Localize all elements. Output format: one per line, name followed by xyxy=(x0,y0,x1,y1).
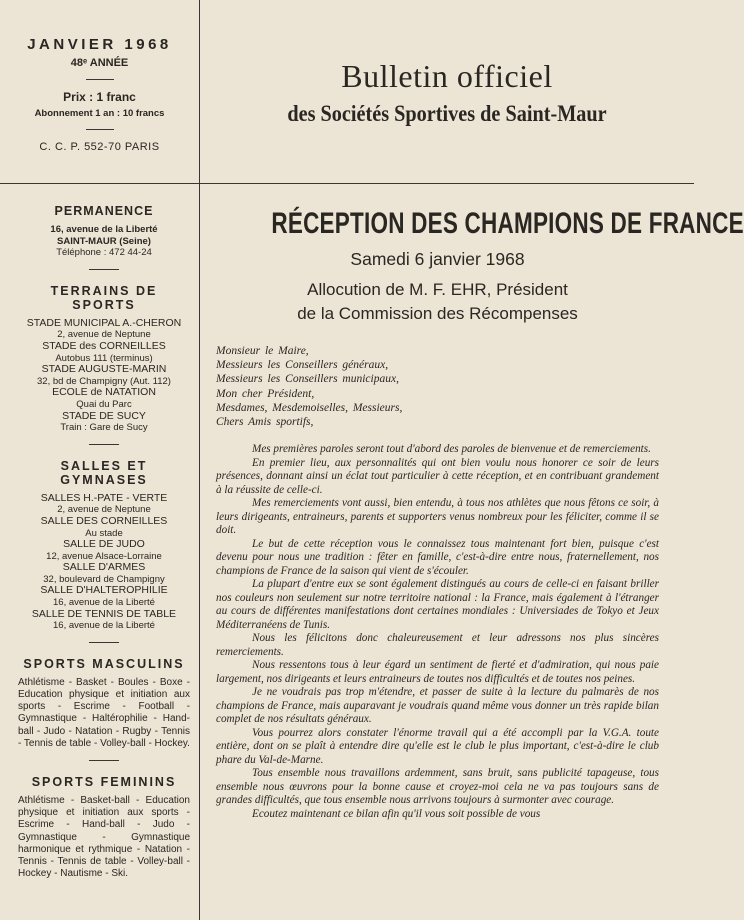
issue-month-year: JANVIER 1968 xyxy=(27,36,172,53)
salle-line: Au stade xyxy=(85,527,123,539)
salle-line: SALLE DE TENNIS DE TABLE xyxy=(31,607,177,620)
horizontal-divider xyxy=(0,183,694,184)
sports-masculins-list: Athlétisme - Basket - Boules - Boxe - Education physique et initiation aux sports - Escrime - Football - Gymnastique - Haltérophilie - Hand-ball - Judo - Natation - Rugby - Tennis - Tennis de table - Volley-ball - Hockey. xyxy=(18,676,190,749)
article-paragraph: Vous pourrez alors constater l'énorme travail qui a été accompli par la V.G.A. toute entière, dont on se plaît à entendre dire qu'elle est le club le plus important, c'est-à-dire le club phare du Val-de-Marne. xyxy=(216,726,659,766)
terrains-title: TERRAINS DE SPORTS xyxy=(50,283,158,312)
terrain-line: STADE AUGUSTE-MARIN xyxy=(41,363,167,376)
issue-price: Prix : 1 franc xyxy=(63,90,136,104)
terrain-line: Train : Gare de Sucy xyxy=(60,422,148,434)
issue-year-number: 48ᵉ ANNÉE xyxy=(70,57,129,69)
salutation-line: Mon cher Président, xyxy=(216,387,315,400)
salutations xyxy=(216,344,659,429)
section-divider xyxy=(89,760,119,761)
sports-feminins-title: SPORTS FEMININS xyxy=(31,775,177,790)
section-divider xyxy=(89,269,119,270)
salutation-line: Messieurs les Conseillers municipaux, xyxy=(216,373,399,386)
masthead-subtitle: des Sociétés Sportives de Saint-Maur xyxy=(287,101,607,126)
section-divider xyxy=(89,444,119,445)
salle-line: SALLE DES CORNEILLES xyxy=(40,514,168,527)
salle-line: 12, avenue Alsace-Lorraine xyxy=(46,550,162,562)
salles-title: SALLES ET GYMNASES xyxy=(60,458,148,487)
salutation-line: Chers Amis sportifs, xyxy=(216,416,314,429)
sidebar xyxy=(18,204,190,880)
salle-line: SALLE D'HALTEROPHILIE xyxy=(40,584,168,597)
terrain-line: Quai du Parc xyxy=(76,398,132,410)
article-subtitle: de la Commission des Récompenses xyxy=(297,304,578,323)
article-title: RÉCEPTION DES CHAMPIONS DE FRANCE xyxy=(271,207,744,240)
terrain-line: STADE DE SUCY xyxy=(62,409,146,422)
salle-line: SALLE DE JUDO xyxy=(63,538,145,551)
sports-masculins-title: SPORTS MASCULINS xyxy=(23,656,185,671)
permanence-line: 16, avenue de la Liberté xyxy=(50,224,158,235)
article-paragraph: La plupart d'entre eux se sont également distingués au cours de celle-ci en faisant briller nos couleurs non seulement sur notre territoire national : la France, mais également à l'étranger au cours de différentes manifestations dont certaines mondiales : Universiades de Tokyo et Jeux Méditerranéens de Tunis. xyxy=(216,578,659,631)
terrain-line: ECOLE de NATATION xyxy=(52,386,156,399)
article xyxy=(216,207,744,821)
terrain-line: Autobus 111 (terminus) xyxy=(55,352,153,364)
terrain-line: 32, bd de Champigny (Aut. 112) xyxy=(37,375,171,387)
salle-line: SALLES H.-PATE - VERTE xyxy=(40,491,168,504)
article-paragraph: Tous ensemble nous travaillons ardemment, sans bruit, sans publicité tapageuse, tous ensemble nous œuvrons pour la bonne cause et croyez-moi cela ne va pas toujours sans de grandes difficultés, que tous ensemble nous arrivons toujours à surmonter avec courage. xyxy=(216,767,659,807)
salle-line: SALLE D'ARMES xyxy=(62,561,146,574)
article-paragraph: Mes premières paroles seront tout d'abord des paroles de bienvenue et de remerciements. xyxy=(252,443,651,456)
salutation-line: Messieurs les Conseillers généraux, xyxy=(216,359,389,372)
ccp-account: C. C. P. 552-70 PARIS xyxy=(39,141,160,153)
article-paragraph: Le but de cette réception vous le connaissez tous maintenant fort bien, puisque c'est devenu pour nous une tradition : fêter en famille, c'est-à-dire entre nous, fraternellement, nos champions de France de la saison qui vient de s'écouler. xyxy=(216,537,659,577)
section-divider xyxy=(89,642,119,643)
permanence-title: PERMANENCE xyxy=(54,204,154,218)
salle-line: 16, avenue de la Liberté xyxy=(53,597,155,609)
article-subtitle: Allocution de M. F. EHR, Président xyxy=(307,280,568,299)
salle-line: 32, boulevard de Champigny xyxy=(43,573,165,585)
terrain-line: STADE MUNICIPAL A.-CHERON xyxy=(26,316,182,329)
article-paragraph: En premier lieu, aux personnalités qui ont bien voulu nous honorer ce soir de leurs présences, donnant ainsi un éclat tout particulier à cette réception, et en contribuant grandement à la réussite de celle-ci. xyxy=(216,456,659,496)
masthead-title: Bulletin officiel xyxy=(341,58,553,94)
terrain-line: 2, avenue de Neptune xyxy=(57,329,151,341)
article-paragraph: Ecoutez maintenant ce bilan afin qu'il vous soit possible de vous xyxy=(252,807,541,820)
article-paragraph: Nous ressentons tous à leur égard un sentiment de fierté et d'admiration, qui nous paie largement, nos dirigeants et leurs entraineurs de toutes nos difficultés et de toutes nos peines. xyxy=(216,659,659,685)
article-paragraph: Nous les félicitons donc chaleureusement et leur adressons nos plus sincères remerciements. xyxy=(216,632,659,658)
article-date: Samedi 6 janvier 1968 xyxy=(350,249,525,269)
short-divider xyxy=(86,129,114,130)
sports-feminins-list: Athlétisme - Basket-ball - Education physique et initiation aux sports - Escrime - Hand-ball - Judo - Gymnastique - Gymnastique harmonique et rythmique - Natation - Tennis - Tennis de table - Volley-ball - Hockey - Nautisme - Ski. xyxy=(18,795,190,880)
salutation-line: Mesdames, Mesdemoiselles, Messieurs, xyxy=(216,401,403,414)
masthead xyxy=(200,58,694,127)
subscription-price: Abonnement 1 an : 10 francs xyxy=(34,108,165,119)
salutation-line: Monsieur le Maire, xyxy=(216,345,309,357)
issue-info xyxy=(0,36,199,164)
article-paragraph: Mes remerciements vont aussi, bien entendu, à tous nos athlètes que nous fêtons ce soir, à leurs dirigeants, entraineurs, parents et supporters venus nombreux pour les féliciter, comme il se doit. xyxy=(216,497,659,537)
permanence-line: Téléphone : 472 44-24 xyxy=(56,247,152,259)
vertical-divider xyxy=(199,0,200,920)
permanence-line: SAINT-MAUR (Seine) xyxy=(57,235,151,247)
terrain-line: STADE des CORNEILLES xyxy=(42,339,166,352)
salle-line: 2, avenue de Neptune xyxy=(57,504,151,516)
salle-line: 16, avenue de la Liberté xyxy=(53,620,155,632)
article-paragraph: Je ne voudrais pas trop m'étendre, et passer de suite à la lecture du palmarès de nos champions de France, mais auparavant je voudrais quand même vous donner un très rapide bilan complet de nos résultats généraux. xyxy=(216,686,659,726)
short-divider xyxy=(86,79,114,80)
